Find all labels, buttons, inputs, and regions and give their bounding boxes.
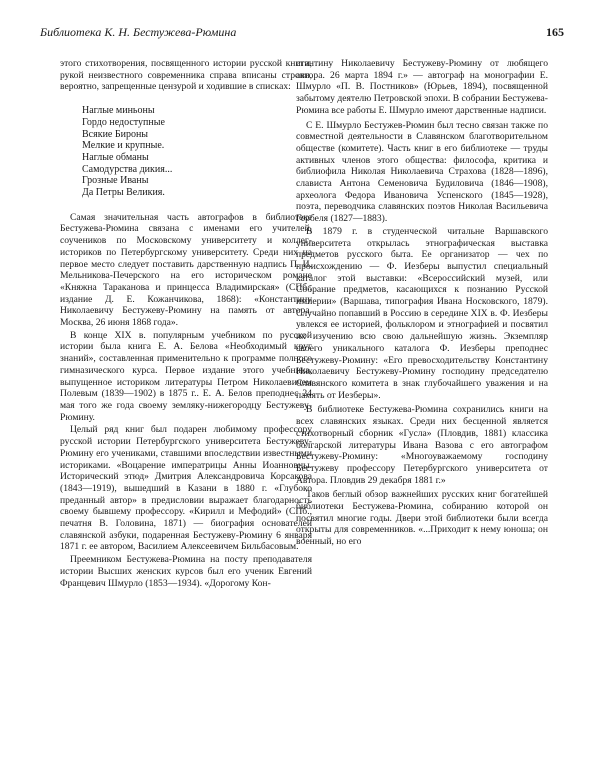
paragraph: Таков беглый обзор важнейших русских книг богатейшей библиотеки Бестужева-Рюмина, собиранию которой он посвятил многие годы. Двери этой библиотеки были всегда открыты для современников. «...Приходит к нему юноша; он военный, но его xyxy=(296,489,548,548)
paragraph: этого стихотворения, посвященного истории русской книги, рукой неизвестного современника справа вписаны строки, вероятно, запрещенные цензурой и ходившие в списках: xyxy=(60,58,312,93)
paragraph: В библиотеке Бестужева-Рюмина сохранились книги на всех славянских языках. Среди них бесценной является стихотворный сборник «Гусла» (Пловдив, 1881) классика болгарской литературы Ивана Вазова с его автографом Бестужеву-Рюмину: «Многоуважаемому господину Бестужеву профессору Петербургского университета от Автора. Пловдив 29 декабря 1881 г.» xyxy=(296,404,548,486)
poem-line: Наглые миньоны xyxy=(82,105,155,117)
poem-line: Всякие Бироны xyxy=(82,128,149,140)
poem-line: Грозные Иваны xyxy=(82,175,149,187)
poem-line: Да Петры Великия. xyxy=(82,187,165,199)
poem-line: Самодурства дикия... xyxy=(82,163,173,175)
page-number: 165 xyxy=(546,25,564,39)
poem-line: Наглые обманы xyxy=(82,151,149,163)
page-header xyxy=(40,25,564,43)
paragraph: В конце XIX в. популярным учебником по русской истории была книга Е. А. Белова «Необходимый круг знаний», составленная применительно к программе полного гимназического курса. Первое издание этого учебника, выпущенное историком литературы Петром Николаевичем Полевым (1839—1902) в 1875 г.. Е. А. Белов преподнес 24 мая того же года своему земляку-нижегородцу Бестужеву-Рюмину. xyxy=(60,329,312,423)
paragraph: Целый ряд книг был подарен любимому профессору русской истории Петербургского университета Бестужеву-Рюмину его учениками, ставшими впоследствии известными историками. «Воцарение императрицы Анны Иоанновны. Исторический этюд» Дмитрия Александровича Корсакова (1843—1919), вышедший в Казани в 1880 г. «Глубоко преданный автор» в предисловии выражает благодарность своему бывшему профессору. «Кирилл и Мефодий» (СПб., печатня В. Головина, 1871) — биография основателей славянской азбуки, подаренная Бестужеву-Рюмину 6 января 1871 г. ее автором, Василием Алексеевичем Бильбасовым. xyxy=(60,424,312,553)
left-column xyxy=(60,58,312,589)
paragraph: Преемником Бестужева-Рюмина на посту преподавателя истории Высших женских курсов был его ученик Евгений Францевич Шмурло (1853—1934). «Дорогому Кон- xyxy=(60,554,312,589)
paragraph: С Е. Шмурло Бестужев-Рюмин был тесно связан также по совместной деятельности в Славянском благотворительном обществе (комитете). Часть книг в его библиотеке — труды активных членов этого общества: философа, критика и библиофила Николая Николаевича Страхова (1828—1896), слависта Антона Семеновича Будиловича (1846—1908), археолога Федора Ивановича Успенского (1845—1928), поэта, переводчика славянских поэтов Николая Васильевича Гербеля (1827—1883). xyxy=(296,119,548,225)
paragraph: Самая значительная часть автографов в библиотеке Бестужева-Рюмина связана с именами его учителей, соучеников по Московскому университету и коллег-историков по Петербургскому университету. Среди них на первое место следует поставить дарственную надпись П. И. Мельникова-Печерского на его историческом романе «Княжна Тараканова и принцесса Владимирская» (СПб., издание Д. Е. Кожанчикова, 1868): «Константину Николаевичу Бестужеву-Рюмину на память от автора. Москва, 26 июня 1868 года». xyxy=(60,211,312,329)
paragraph: стантину Николаевичу Бестужеву-Рюмину от любящего автора. 26 марта 1894 г.» — автограф на монографии Е. Шмурло «П. В. Постников» (Юрьев, 1894), посвященной забытому деятелю Петровской эпохи. В собрании Бестужева-Рюмина все работы Е. Шмурло имеют дарственные надписи. xyxy=(296,58,548,116)
running-title: Библиотека К. Н. Бестужева-Рюмина xyxy=(40,25,237,39)
poem-quote xyxy=(60,105,312,199)
paragraph: В 1879 г. в студенческой читальне Варшавского университета открылась этнографическая выставка предметов русского быта. Ее организатор — чех по происхождению — Ф. Иезберы выпустил специальный каталог этой выставки: «Всероссийский музей, или Собрание предметов, касающихся к познанию Русской империи» (Варшава, типография Ивана Носковского, 1879). Случайно попавший в Россию в середине XIX в. Ф. Иезберы увлекся ее историей, фольклором и этнографией и посвятил их изучению всю свою дальнейшую жизнь. Экземпляр своего уникального каталога Ф. Иезберы преподнес Бестужеву-Рюмину: «Его превосходительству Константину Николаевичу Бестужеву-Рюмину господину председателю Славянского комитета в знак глубочайшего уважения и на память от Иезберы». xyxy=(296,225,548,401)
poem-line: Мелкие и крупные. xyxy=(82,140,165,152)
right-column xyxy=(296,58,548,548)
poem-line: Гордо недоступные xyxy=(82,116,165,128)
